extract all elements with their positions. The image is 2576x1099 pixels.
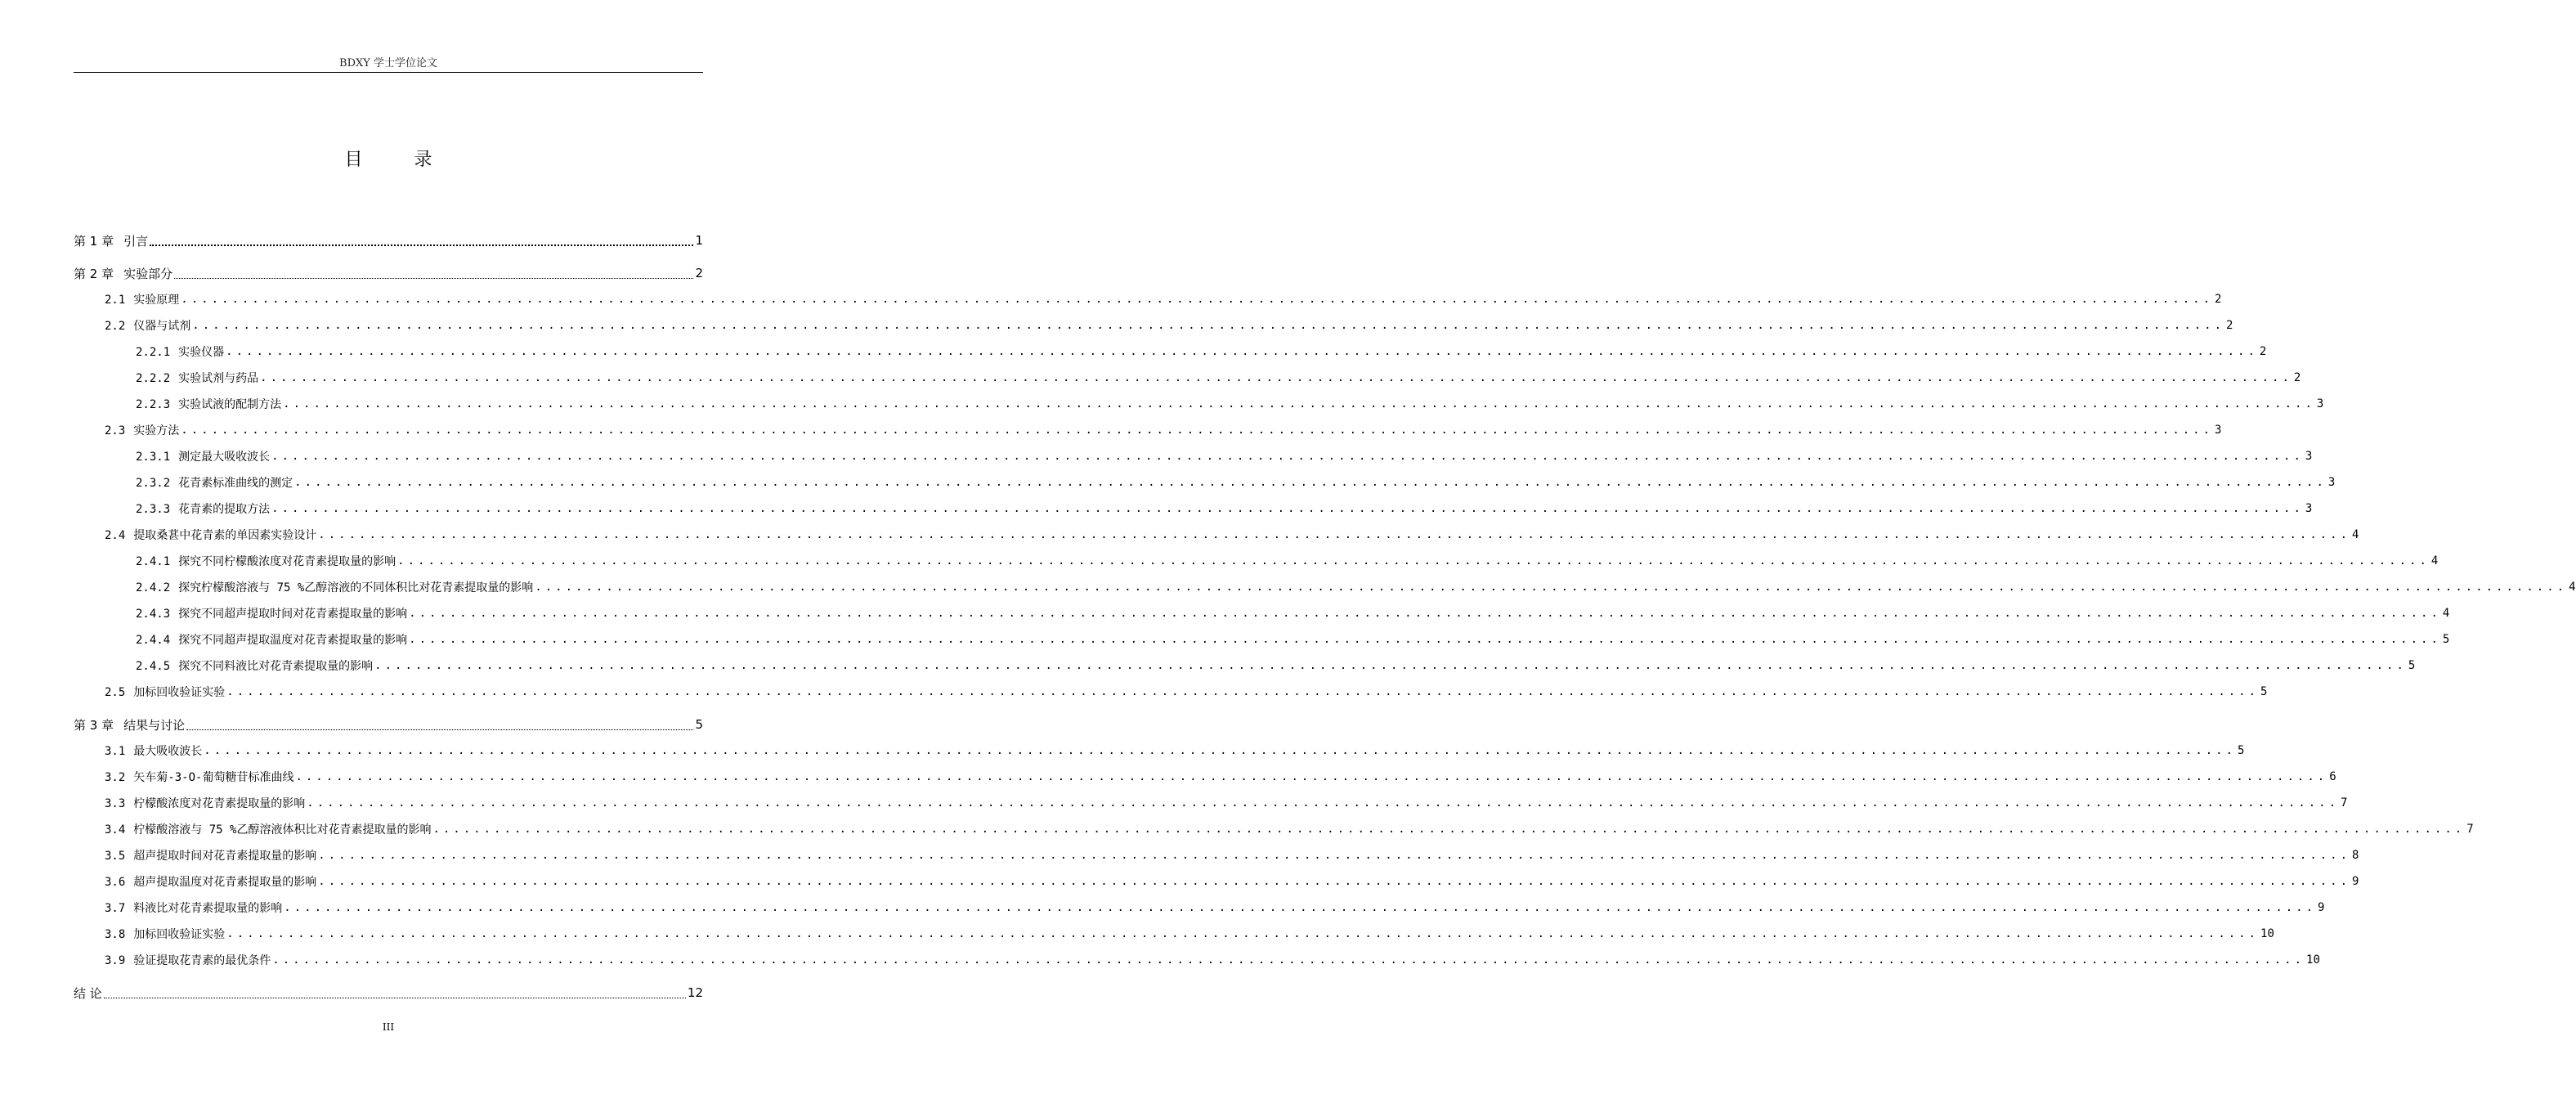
toc-entry-title: [105, 873, 316, 890]
toc-entry-page: 12: [687, 985, 703, 1000]
toc-entry-page: 2: [2226, 319, 2233, 332]
toc-entry-number: 2.3.3: [136, 503, 171, 516]
dot-leader: ........................................................................................................................................................................................................: [283, 397, 2315, 410]
toc-entry-title: [105, 926, 225, 942]
toc-entry-title: [105, 317, 190, 334]
toc-entry[interactable]: [74, 981, 703, 1004]
toc-entry-number: 2.3: [105, 424, 126, 437]
dot-leader: ........................................................................................................................................................................................................: [192, 319, 2225, 332]
toc-entry[interactable]: [74, 262, 703, 285]
dot-leader: ........................................................................................................................................................................................................: [226, 927, 2260, 940]
toc-entry-page: 3: [2305, 450, 2313, 463]
dot-leader: ........................................................................................................................................................................................................: [374, 659, 2407, 672]
toc-entry-label: 探究不同柠檬酸浓度对花青素提取量的影响: [178, 555, 396, 568]
toc-title: 目 录: [344, 150, 455, 170]
toc-entry-page: 3: [2327, 476, 2336, 489]
toc-entry-label: 探究不同超声提取时间对花青素提取量的影响: [178, 608, 408, 621]
toc-entry[interactable]: [74, 497, 2313, 520]
toc-entry-label: 探究不同料液比对花青素提取量的影响: [178, 660, 374, 673]
toc-entry-page: 3: [2316, 397, 2324, 410]
toc-entry-label: 探究不同超声提取温度对花青素提取量的影响: [178, 634, 408, 647]
toc-entry[interactable]: [74, 288, 2222, 311]
toc-entry-number: 2.3.1: [136, 451, 171, 464]
dot-leader: ........................................................................................................................................................................................................: [181, 293, 2214, 306]
dot-leader: ........................................................................................................................................................................................................: [181, 424, 2214, 437]
toc-entry-label: 实验方法: [133, 424, 180, 437]
toc-entry-number: 2.5: [105, 686, 126, 699]
toc-entry-page: 4: [2442, 607, 2450, 620]
toc-entry-label: 实验试液的配制方法: [178, 398, 282, 411]
toc-entry-page: 4: [2430, 554, 2439, 567]
toc-entry-number: 2.2.1: [136, 346, 171, 359]
toc-entry-page: 6: [2329, 770, 2336, 783]
toc-entry-label: 引言: [123, 233, 149, 249]
toc-entry[interactable]: [74, 471, 2336, 494]
toc-entry-title: [136, 474, 293, 491]
toc-entry-number: 3.5: [105, 850, 126, 863]
toc-entry-number: 2.4.2: [136, 581, 171, 594]
toc-entry-number: 2.4.5: [136, 660, 171, 673]
toc-entry-page: 5: [2442, 633, 2450, 646]
toc-entry-title: [136, 553, 396, 569]
dot-leader: [150, 244, 693, 246]
dot-leader: ........................................................................................................................................................................................................: [409, 607, 2441, 620]
toc-entry-label: 加标回收验证实验: [133, 928, 226, 941]
toc-entry-page: 3: [2305, 502, 2313, 515]
toc-entry-label: 实验原理: [133, 294, 180, 307]
toc-entry-page: 5: [2408, 659, 2416, 672]
dot-leader: ........................................................................................................................................................................................................: [409, 633, 2441, 646]
dot-leader: ........................................................................................................................................................................................................: [318, 528, 2351, 541]
toc-entry-title: [136, 605, 407, 621]
toc-entry-label: 仪器与试剂: [133, 320, 191, 333]
toc-entry-title: [74, 265, 172, 282]
toc-entry-number: 2.2.3: [136, 398, 171, 411]
toc-entry-label: 实验试剂与药品: [178, 372, 259, 385]
toc-entry[interactable]: [74, 523, 2359, 546]
toc-entry-title: [105, 291, 179, 307]
toc-entry-label: 花青素标准曲线的测定: [178, 477, 293, 490]
toc-entry-title: [105, 422, 179, 438]
toc-entry-number: 3.4: [105, 823, 126, 837]
toc-entry-title: [105, 742, 202, 759]
toc-entry-label: 花青素的提取方法: [178, 503, 271, 516]
toc-entry[interactable]: [74, 602, 2450, 625]
toc-entry-title: [74, 232, 148, 249]
dot-leader: ........................................................................................................................................................................................................: [271, 450, 2304, 463]
toc-entry-title: [105, 795, 305, 811]
toc-entry[interactable]: [74, 550, 2439, 572]
toc-entry-page: 4: [2569, 581, 2576, 594]
toc-entry-page: 10: [2306, 953, 2320, 967]
page-number: III: [382, 1021, 395, 1033]
toc-entry-label: 超声提取温度对花青素提取量的影响: [133, 876, 317, 889]
dot-leader: ........................................................................................................................................................................................................: [295, 770, 2328, 783]
toc-entry-label: 实验部分: [123, 266, 173, 281]
toc-entry-label: 最大吸收波长: [133, 745, 203, 758]
toc-entry[interactable]: [74, 844, 2359, 867]
toc-entry[interactable]: [74, 229, 703, 252]
toc-entry[interactable]: [74, 340, 2267, 363]
toc-entry-label: 结果与讨论: [123, 717, 186, 733]
toc-entry-number: 第 1 章: [74, 233, 114, 249]
toc-entry-page: 7: [2341, 796, 2348, 810]
toc-entry-label: 柠檬酸溶液与 75 %乙醇溶液体积比对花青素提取量的影响: [133, 823, 432, 837]
header-rule: [74, 72, 703, 73]
toc-entry-label: 验证提取花青素的最优条件: [133, 954, 271, 967]
toc-entry-page: 10: [2260, 927, 2274, 940]
toc-entry[interactable]: [74, 392, 2324, 415]
toc-entry-number: 2.4.4: [136, 634, 171, 647]
dot-leader: ........................................................................................................................................................................................................: [397, 554, 2430, 567]
toc-entry-label: 结 论: [74, 985, 102, 1001]
toc-entry-number: 2.3.2: [136, 477, 171, 490]
toc-entry[interactable]: [74, 366, 2301, 389]
running-header: BDXY 学士学位论文: [339, 57, 437, 70]
toc-entry[interactable]: [74, 922, 2274, 945]
toc-entry-title: [136, 579, 533, 595]
toc-entry-title: [136, 370, 258, 386]
toc-entry[interactable]: [74, 949, 2320, 971]
dot-leader: ........................................................................................................................................................................................................: [294, 476, 2327, 489]
toc-entry-label: 超声提取时间对花青素提取量的影响: [133, 850, 317, 863]
toc-entry-page: 8: [2352, 849, 2359, 862]
toc-entry-title: [136, 657, 373, 674]
toc-entry-number: 3.6: [105, 876, 126, 889]
toc-entry-number: 3.8: [105, 928, 126, 941]
toc-entry-label: 测定最大吸收波长: [178, 451, 271, 464]
toc-entry-title: [105, 847, 316, 864]
toc-entry[interactable]: [74, 792, 2348, 814]
toc-entry[interactable]: [74, 419, 2222, 442]
toc-entry-page: 5: [2238, 744, 2245, 757]
toc-entry[interactable]: [74, 739, 2245, 762]
toc-entry-page: 1: [695, 233, 703, 248]
toc-entry-page: 2: [695, 266, 703, 280]
toc-entry[interactable]: [74, 818, 2474, 841]
dot-leader: [174, 278, 693, 279]
toc-entry-page: 5: [2260, 685, 2268, 698]
toc-entry-title: [136, 448, 270, 464]
toc-entry[interactable]: [74, 445, 2313, 468]
toc-entry[interactable]: [74, 896, 2325, 919]
toc-entry-number: 3.1: [105, 745, 126, 758]
dot-leader: ........................................................................................................................................................................................................: [535, 581, 2568, 594]
toc-entry-title: [105, 821, 431, 837]
toc-entry-number: 2.1: [105, 294, 126, 307]
dot-leader: ........................................................................................................................................................................................................: [271, 502, 2304, 515]
toc-entry[interactable]: [74, 680, 2268, 703]
toc-entry[interactable]: [74, 713, 703, 736]
dot-leader: ........................................................................................................................................................................................................: [226, 685, 2260, 698]
toc-entry-title: [74, 716, 185, 733]
dot-leader: ........................................................................................................................................................................................................: [307, 796, 2340, 810]
dot-leader: ........................................................................................................................................................................................................: [318, 875, 2351, 888]
toc-entry-number: 第 2 章: [74, 266, 114, 281]
toc-entry-label: 矢车菊-3-O-葡萄糖苷标准曲线: [133, 771, 294, 784]
toc-entry-title: [105, 527, 316, 543]
toc-entry-page: 9: [2318, 901, 2325, 914]
toc-entry-title: [136, 631, 407, 648]
toc-entry[interactable]: [74, 870, 2359, 893]
dot-leader: ........................................................................................................................................................................................................: [260, 371, 2292, 384]
toc-entry-label: 料液比对花青素提取量的影响: [133, 902, 283, 915]
toc-entry-number: 2.2: [105, 320, 126, 333]
dot-leader: ........................................................................................................................................................................................................: [226, 345, 2258, 358]
toc-entry-title: [105, 769, 293, 785]
toc-entry-number: 第 3 章: [74, 717, 114, 733]
toc-entry-title: [74, 985, 102, 1002]
toc-entry-number: 3.2: [105, 771, 126, 784]
toc-entry-page: 3: [2215, 424, 2222, 437]
toc-entry-page: 2: [2259, 345, 2267, 358]
dot-leader: ........................................................................................................................................................................................................: [284, 901, 2317, 914]
toc-entry-number: 3.3: [105, 797, 126, 810]
dot-leader: ........................................................................................................................................................................................................: [432, 823, 2466, 836]
toc-entry-title: [136, 396, 281, 412]
toc-entry-number: 2.4: [105, 529, 126, 542]
toc-entry-title: [105, 684, 225, 700]
toc-entry-page: 4: [2352, 528, 2359, 541]
dot-leader: [186, 729, 693, 730]
toc-entry-page: 5: [695, 717, 703, 732]
toc-entry-number: 2.4.3: [136, 608, 171, 621]
toc-entry-label: 探究柠檬酸溶液与 75 %乙醇溶液的不同体积比对花青素提取量的影响: [178, 581, 534, 594]
dot-leader: ........................................................................................................................................................................................................: [272, 953, 2305, 967]
toc-entry-title: [105, 899, 282, 916]
toc-entry[interactable]: [74, 765, 2336, 788]
toc-entry-page: 2: [2293, 371, 2301, 384]
toc-entry[interactable]: [74, 314, 2233, 337]
toc-entry-number: 2.2.2: [136, 372, 171, 385]
dot-leader: ........................................................................................................................................................................................................: [318, 849, 2351, 862]
toc-entry-title: [136, 500, 270, 517]
toc-entry-page: 2: [2215, 293, 2222, 306]
toc-entry-label: 提取桑葚中花青素的单因素实验设计: [133, 529, 317, 542]
toc-entry-page: 7: [2466, 823, 2474, 836]
toc-entry[interactable]: [74, 576, 2576, 599]
toc-entry[interactable]: [74, 654, 2416, 677]
toc-entry-number: 3.9: [105, 954, 126, 967]
toc-entry-number: 3.7: [105, 902, 126, 915]
toc-entry[interactable]: [74, 628, 2450, 651]
toc-entry-label: 实验仪器: [178, 346, 225, 359]
toc-entry-title: [136, 343, 224, 360]
toc-entry-page: 9: [2352, 875, 2359, 888]
toc-entry-label: 加标回收验证实验: [133, 686, 226, 699]
dot-leader: ........................................................................................................................................................................................................: [204, 744, 2237, 757]
toc-entry-number: 2.4.1: [136, 555, 171, 568]
toc-entry-title: [105, 952, 271, 968]
toc-entry-label: 柠檬酸浓度对花青素提取量的影响: [133, 797, 306, 810]
